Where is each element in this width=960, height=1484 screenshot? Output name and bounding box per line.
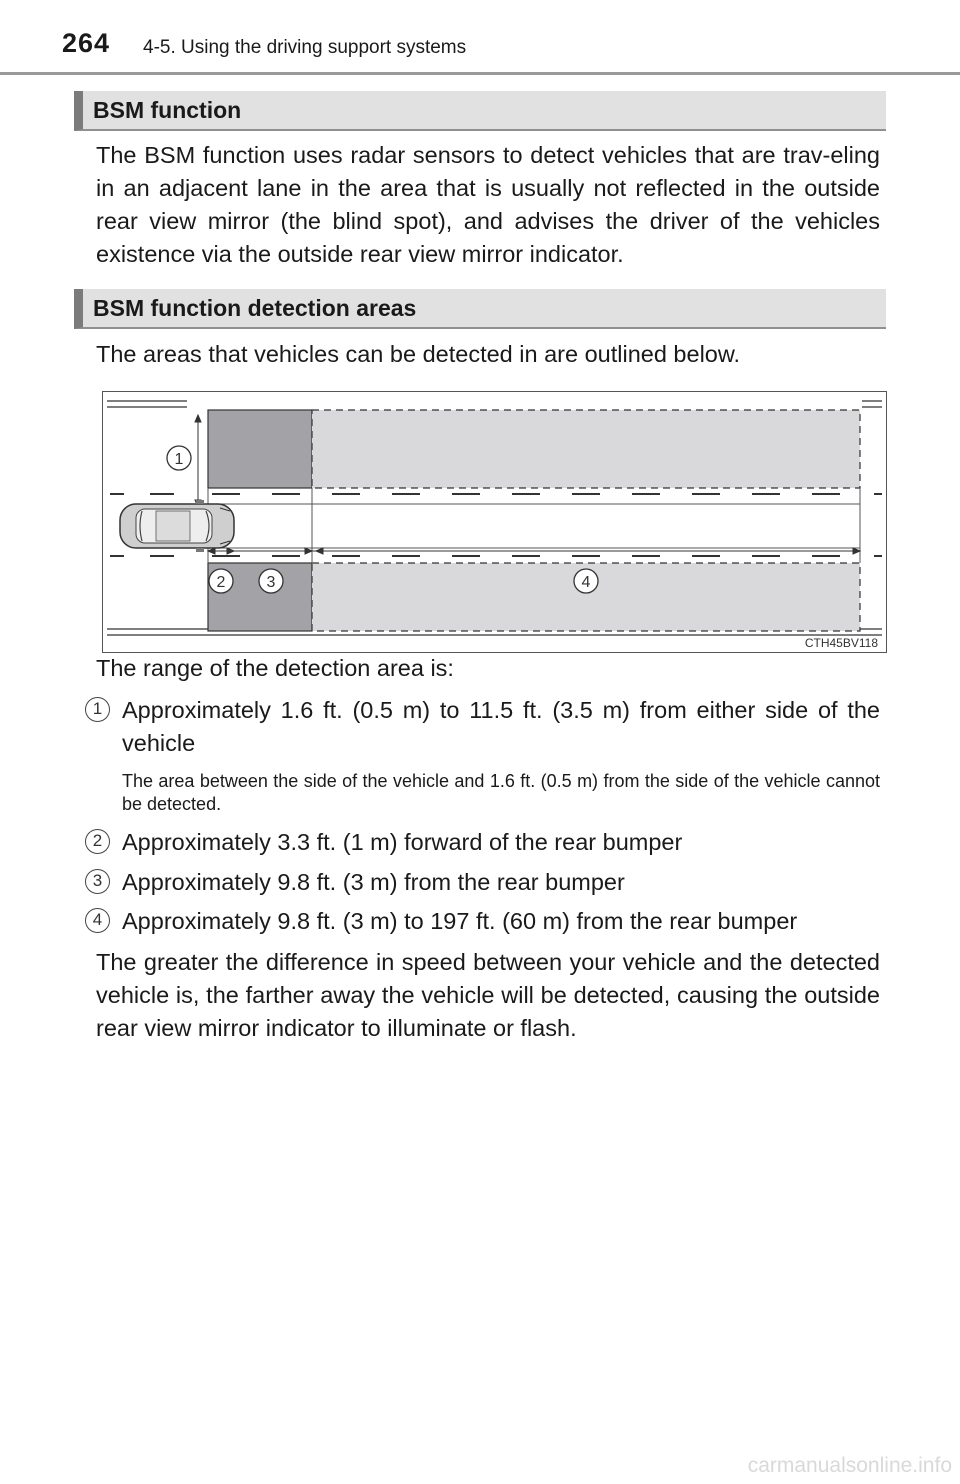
svg-text:3: 3 <box>266 574 276 591</box>
detection-areas-intro: The areas that vehicles can be detected in are outlined below. <box>96 341 741 367</box>
svg-text:1: 1 <box>174 451 184 468</box>
near-zone-upper <box>208 410 312 488</box>
list-item-text: Approximately 9.8 ft. (3 m) from the rear bumper <box>122 869 625 895</box>
watermark: carmanualsonline.info <box>747 1454 952 1477</box>
list-item-text: Approximately 1.6 ft. (0.5 m) to 11.5 ft. (3.5 m) from either side of the vehicle <box>122 697 880 756</box>
callout-2-icon <box>209 569 233 593</box>
list-item-text: Approximately 3.3 ft. (1 m) forward of the rear bumper <box>122 829 683 855</box>
callout-3-icon <box>259 569 283 593</box>
section-heading-bsm-function: BSM function <box>74 91 886 131</box>
detection-area-diagram <box>102 391 887 653</box>
number-badge-icon: 2 <box>85 829 110 854</box>
running-head: 4-5. Using the driving support systems <box>143 37 467 58</box>
number-badge-icon: 3 <box>85 869 110 894</box>
svg-text:4: 4 <box>581 574 591 591</box>
list-item-text: Approximately 9.8 ft. (3 m) to 197 ft. (60 m) from the rear bumper <box>122 908 798 934</box>
range-intro: The range of the detection area is: <box>96 655 454 681</box>
callout-4-icon <box>574 569 598 593</box>
vehicle-top-view <box>120 500 234 552</box>
bsm-function-paragraph: The BSM function uses radar sensors to detect vehicles that are trav-eling in an adjacent lane in the area that is usually not reflected in the outside rear view mirror (the blind spot), and advises the driver of the vehicles existence via the outside rear view mirror indicator. <box>96 142 880 267</box>
figure-code: CTH45BV118 <box>804 636 878 650</box>
page-number: 264 <box>62 28 111 58</box>
closing-paragraph: The greater the difference in speed between your vehicle and the detected vehicle is, the farther away the vehicle will be detected, causing the outside rear view mirror indicator to illuminate or flash. <box>96 949 880 1041</box>
number-badge-icon: 4 <box>85 908 110 933</box>
list-item-note: The area between the side of the vehicle and 1.6 ft. (0.5 m) from the side of the vehicle cannot be detected. <box>122 771 880 814</box>
section-heading-detection-areas: BSM function detection areas <box>74 289 886 329</box>
number-badge-icon: 1 <box>85 697 110 722</box>
header-rule <box>0 72 960 75</box>
svg-text:2: 2 <box>216 574 226 591</box>
callout-1-icon <box>167 446 191 470</box>
far-zone-upper <box>312 410 860 488</box>
